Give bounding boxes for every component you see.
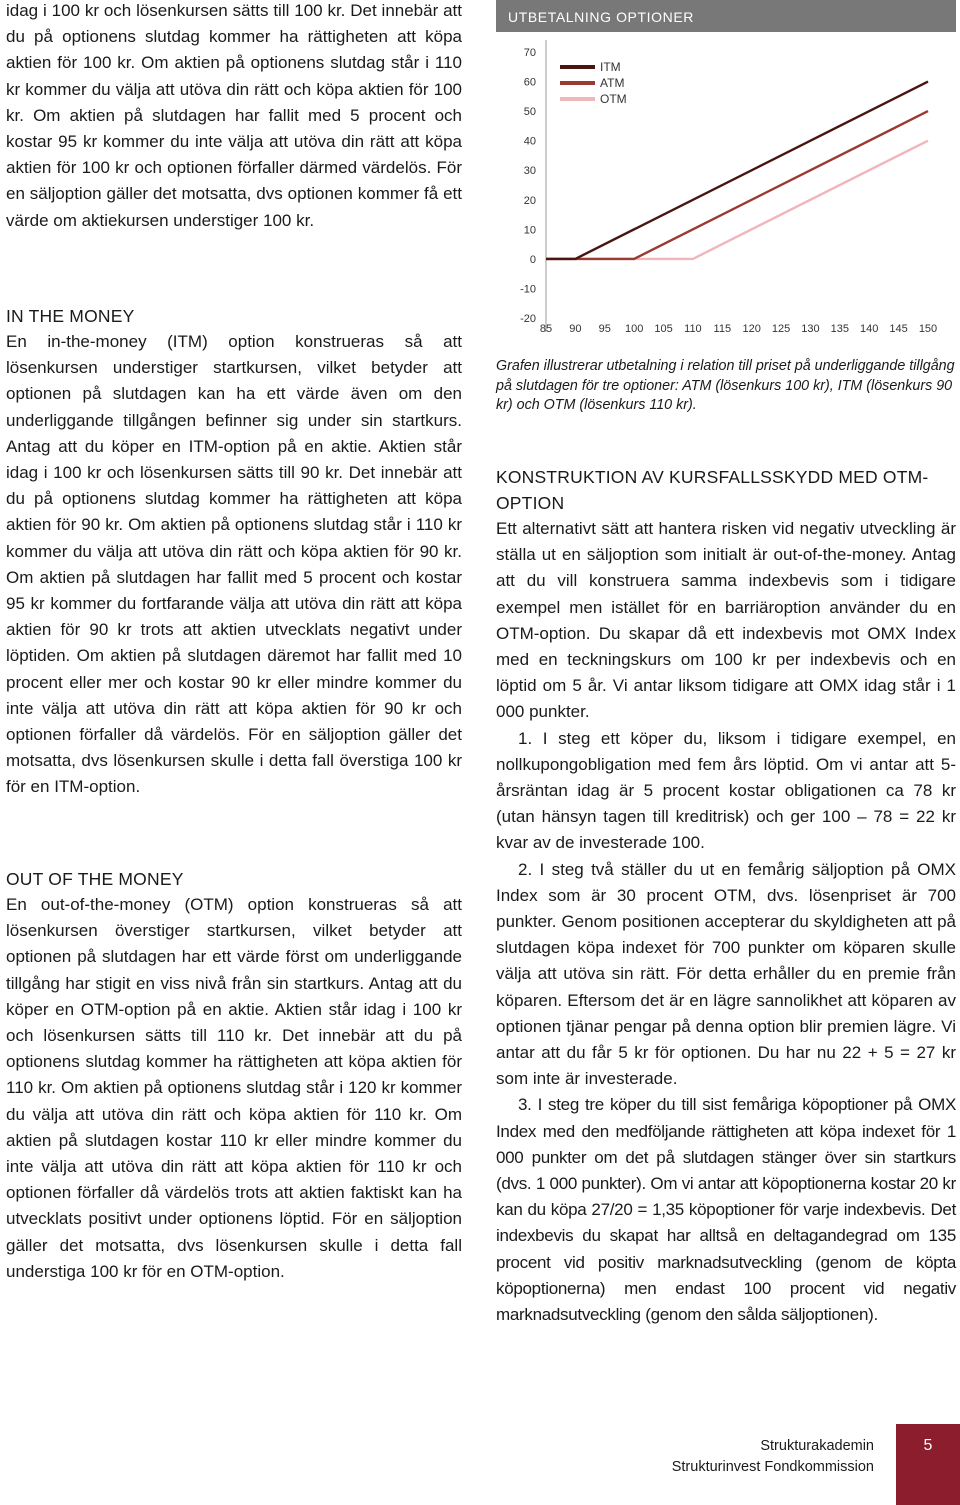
footer-line-1: Strukturakademin: [760, 1438, 874, 1454]
x-tick-label: 120: [742, 323, 761, 335]
construction-heading: KONSTRUKTION AV KURSFALLSSKYDD MED OTM-OPTION: [496, 467, 929, 513]
step-2-paragraph: 2. I steg två ställer du ut en femårig säljoption på OMX Index som är 30 procent OTM, dvs. lösenpriset är 700 punkter. Genom positionen accepterar du skyldigheten att på slutdagen köpa indexet för 700 punkter om köparen skulle välja att utöva sin rätt. För detta erhåller du en premie från köparen. Eftersom det är en lägre sannolikhet att köparen av optionen tjänar pengar på denna option blir premien lägre. Vi antar att du får 5 kr för optionen. Du har nu 22 + 5 = 27 kr som inte är investerade.: [496, 859, 956, 1089]
y-tick-label: -20: [520, 313, 536, 325]
x-tick-label: 85: [539, 323, 553, 335]
step-3-paragraph: 3. I steg tre köper du till sist femåriga köpoptioner på OMX Index med den medföljande rättigheten att köpa indexet för 1 000 punkter om det på slutdagen stänger över sin startkurs (dvs. 1 000 punkter). Om vi antar att köpoptionerna kostar 20 kr kan du köpa 27/20 = 1,35 köpoptioner för varje indexbevis. Det indexbevis du skapat har alltså en deltagandegrad om 135 procent vid positiv marknadsutveckling (genom de köpta köpoptionerna) men endast 100 procent vid negativ marknadsutveckling (genom den sålda säljoptionen).: [496, 1095, 956, 1325]
x-tick-label: 110: [684, 323, 702, 335]
payoff-chart: [496, 0, 956, 345]
series-lines: [546, 82, 928, 259]
x-tick-label: 145: [889, 323, 908, 335]
y-tick-labels: [520, 47, 536, 325]
itm-section: [6, 303, 462, 801]
x-tick-label: 125: [771, 323, 791, 335]
footer-brand: [640, 1436, 874, 1478]
y-tick-label: 20: [523, 194, 536, 207]
y-tick-label: 70: [523, 47, 536, 59]
step-1-paragraph: 1. I steg ett köper du, liksom i tidigare exempel, en nollkupongobligation med fem års löptid. Om vi antar att 5-årsräntan idag är 5 procent kostar obligationen ca 78 kr (utan hänsyn tagen till kreditrisk) och ger 100 – 78 = 22 kr kvar av de investerade 100.: [496, 728, 956, 853]
legend-label-itm: ITM: [600, 60, 621, 74]
footer-line-2: Strukturinvest Fondkommission: [671, 1459, 874, 1475]
y-tick-label: 10: [523, 224, 536, 237]
chart-caption: Grafen illustrerar utbetalning i relation till priset på underliggande tillgång på slutdagen för tre optioner: ATM (lösenkurs 100 kr), ITM (lösenkurs 90 kr) och OTM (lösenkurs 110 kr).: [496, 358, 955, 413]
x-tick-label: 90: [569, 323, 582, 335]
legend-label-otm: OTM: [600, 92, 627, 106]
x-tick-label: 135: [830, 323, 850, 335]
page-number-box: [896, 1424, 960, 1505]
x-tick-label: 100: [624, 323, 644, 335]
construction-intro: Ett alternativt sätt att hantera risken vid negativ utveckling är ställa ut en säljoption som initialt är out-of-the-money. Antag att du vill konstruera samma indexbevis som i tidigare exempel men istället för en barriäroption använder du en OTM-option. Du skapar då ett indexbevis mot OMX Index med en teckningskurs om 100 kr per indexbevis och en löptid om 5 år. Vi antar liksom tidigare att OMX idag står i 1 000 punkter.: [496, 519, 956, 722]
legend-label-atm: ATM: [600, 76, 625, 90]
chart-plot: [496, 32, 956, 347]
itm-paragraph: En in-the-money (ITM) option konstrueras så att lösenkursen understiger startkursen, vilket betyder att optionen på slutdagen kan ha ett värde även om den underliggande tillgången befinner sig under sin startkurs. Antag att du köper en ITM-option på en aktie. Aktien står idag i 100 kr och lösenkursen sätts till 90 kr. Det innebär att du på optionens slutdag kommer ha rättigheten att köpa aktien för 90 kr. Om aktien på optionens slutdag står i 110 kr kommer du välja att utöva din rätt och köpa aktien för 90 kr. Om aktien på slutdagen har fallit med 5 procent och kostar 95 kr kommer du fortfarande välja att utöva din rätt att köpa aktien för 90 kr trots att aktien utvecklats negativt under löptiden. Om aktien på slutdagen däremot har fallit med 10 procent eller mer och kostar 90 kr eller mindre kommer du inte välja att utöva din rätt att köpa aktien för 90 kr och optionen förfaller då värdelös. För en säljoption gäller det motsatta, dvs lösenkursen skulle i detta fall överstiga 100 kr för en ITM-option.: [6, 332, 462, 797]
itm-heading: IN THE MONEY: [6, 306, 135, 326]
x-tick-label: 130: [801, 323, 820, 335]
x-tick-label: 95: [598, 323, 611, 335]
otm-section: [6, 866, 462, 1285]
chart-legend: [560, 60, 627, 106]
chart-header: UTBETALNING OPTIONER: [496, 0, 956, 32]
otm-heading: OUT OF THE MONEY: [6, 869, 184, 889]
x-tick-label: 150: [918, 323, 938, 335]
y-tick-label: 60: [523, 76, 536, 89]
y-tick-label: -10: [520, 283, 536, 296]
y-tick-label: 0: [529, 253, 536, 266]
y-tick-label: 50: [523, 106, 536, 119]
y-tick-label: 40: [523, 135, 536, 148]
x-tick-label: 115: [713, 323, 732, 335]
x-tick-label: 105: [654, 323, 673, 335]
series-line-otm: [546, 141, 928, 259]
y-tick-label: 30: [523, 165, 536, 178]
page-number: 5: [923, 1437, 933, 1454]
intro-paragraph: idag i 100 kr och lösenkursen sätts till 100 kr. Det innebär att du på optionens slutdag kommer ha rättigheten att köpa aktien för 100 kr. Om aktien på optionens slutdag står i 110 kr kommer du välja att utöva din rätt och köpa aktien för 100 kr. Om aktien på slutdagen har fallit med 5 procent och kostar 95 kr kommer du inte välja att utöva din rätt att köpa aktien för 100 kr och optionen förfaller därmed värdelös. För en säljoption gäller det motsatta, dvs optionen kommer få ett värde om aktiekursen understiger 100 kr.: [6, 1, 462, 230]
construction-section: [496, 464, 956, 1328]
x-tick-label: 140: [860, 323, 879, 335]
x-tick-labels: [540, 323, 937, 335]
otm-paragraph: En out-of-the-money (OTM) option konstrueras så att lösenkursen överstiger startkursen, vilket betyder att optionen på slutdagen har ett värde först om underliggande tillgång har stigit en viss nivå från sin startkurs. Antag att du köper en OTM-option på en aktie. Aktien står idag i 100 kr och lösenkursen sätts till 110 kr. Det innebär att du på optionens slutdag kommer ha rättigheten att köpa aktien för 110 kr. Om aktien på optionens slutdag står i 120 kr kommer du välja att utöva din rätt och köpa aktien för 110 kr. Om aktien på slutdagen kostar 110 kr eller mindre kommer du inte välja att utöva din rätt att köpa aktien för 110 kr och optionen förfaller då värdelös trots att aktien faktiskt kan ha utvecklats positivt under optionens löptid. För en säljoption gäller det motsatta, dvs lösenkursen skulle i detta fall understiga 100 kr för en OTM-option.: [6, 895, 462, 1281]
